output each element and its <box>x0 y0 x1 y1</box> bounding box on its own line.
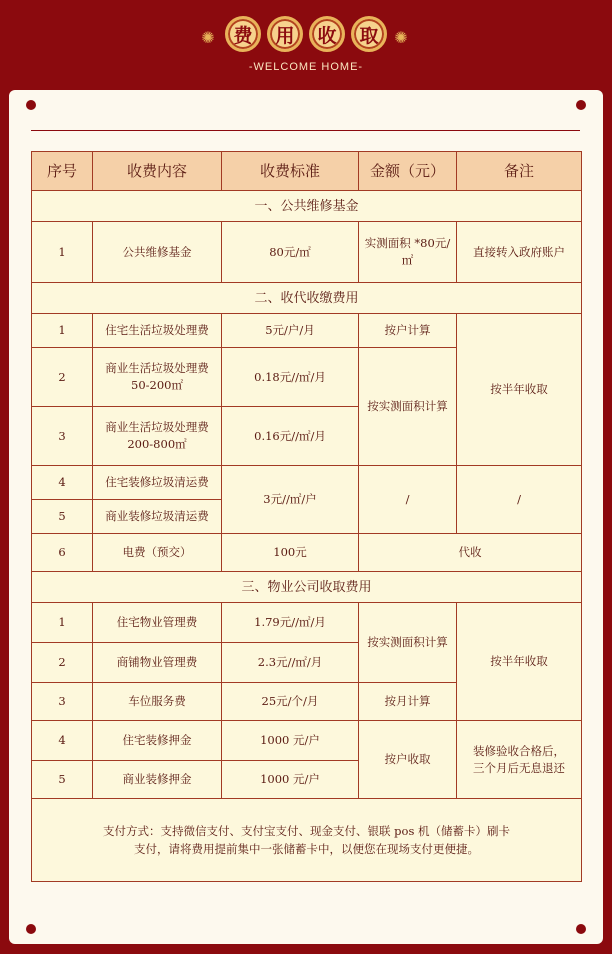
corner-dot <box>576 100 586 110</box>
row-no: 4 <box>32 466 93 500</box>
row-standard: 1000 元/户 <box>222 761 359 799</box>
row-no: 3 <box>32 683 93 721</box>
table-row <box>32 603 582 643</box>
row-no: 2 <box>32 643 93 683</box>
section-title: 三、物业公司收取费用 <box>32 572 582 603</box>
table-row <box>32 466 582 500</box>
table-header-row <box>32 152 582 191</box>
table-row <box>32 222 582 283</box>
row-amount: 按实测面积计算 <box>359 348 457 466</box>
row-note: 按半年收取 <box>457 603 582 721</box>
title-char-badge: 收 <box>309 16 345 52</box>
row-no: 6 <box>32 534 93 572</box>
welcome-subtitle: -WELCOME HOME- <box>248 61 364 73</box>
payment-note-line: 支付方式：支持微信支付、支付宝支付、现金支付、银联 pos 机（储蓄卡）刷卡 <box>103 824 510 838</box>
corner-dot <box>576 924 586 934</box>
table-row <box>32 534 582 572</box>
fee-table <box>31 151 582 882</box>
row-standard: 2.3元//㎡/月 <box>222 643 359 683</box>
row-item: 商铺物业管理费 <box>93 643 222 683</box>
row-no: 5 <box>32 761 93 799</box>
row-standard: 0.16元//㎡/月 <box>222 407 359 466</box>
payment-note-line: 支付，请将费用提前集中一张储蓄卡中，以便您在现场支付更便捷。 <box>134 842 479 856</box>
sparkle-icon: ✺ <box>201 28 215 47</box>
col-header: 金额（元） <box>359 152 457 191</box>
corner-dot <box>26 924 36 934</box>
row-item: 商业装修垃圾清运费 <box>93 500 222 534</box>
row-amount: / <box>359 466 457 534</box>
row-amount: 按实测面积计算 <box>359 603 457 683</box>
row-standard: 1.79元//㎡/月 <box>222 603 359 643</box>
section-title: 一、公共维修基金 <box>32 191 582 222</box>
row-item: 公共维修基金 <box>93 222 222 283</box>
row-no: 3 <box>32 407 93 466</box>
title-char-badge: 取 <box>351 16 387 52</box>
row-amount: 按月计算 <box>359 683 457 721</box>
row-item: 住宅生活垃圾处理费 <box>93 314 222 348</box>
row-standard: 0.18元//㎡/月 <box>222 348 359 407</box>
section-row <box>32 191 582 222</box>
corner-dot <box>26 100 36 110</box>
row-item: 住宅装修押金 <box>93 721 222 761</box>
row-amount: 代收 <box>359 534 582 572</box>
col-header: 序号 <box>32 152 93 191</box>
fee-card <box>9 90 603 944</box>
row-note: / <box>457 466 582 534</box>
row-amount: 按户收取 <box>359 721 457 799</box>
row-standard: 1000 元/户 <box>222 721 359 761</box>
row-standard: 25元/个/月 <box>222 683 359 721</box>
row-no: 2 <box>32 348 93 407</box>
row-item: 住宅物业管理费 <box>93 603 222 643</box>
row-no: 1 <box>32 314 93 348</box>
row-standard: 80元/㎡ <box>222 222 359 283</box>
row-item: 商业生活垃圾处理费 50-200㎡ <box>93 348 222 407</box>
col-header: 收费内容 <box>93 152 222 191</box>
row-standard: 100元 <box>222 534 359 572</box>
row-item: 电费（预交） <box>93 534 222 572</box>
row-standard: 5元/户/月 <box>222 314 359 348</box>
row-amount: 实测面积 *80元/㎡ <box>359 222 457 283</box>
row-no: 1 <box>32 603 93 643</box>
row-item: 车位服务费 <box>93 683 222 721</box>
payment-note-row <box>32 799 582 882</box>
row-no: 4 <box>32 721 93 761</box>
payment-note <box>32 799 582 882</box>
row-item: 商业生活垃圾处理费 200-800㎡ <box>93 407 222 466</box>
divider <box>31 130 580 131</box>
row-no: 5 <box>32 500 93 534</box>
title-badges <box>0 16 612 52</box>
section-title: 二、收代收缴费用 <box>32 283 582 314</box>
row-standard: 3元//㎡/户 <box>222 466 359 534</box>
col-header: 备注 <box>457 152 582 191</box>
row-note: 装修验收合格后，三个月后无息退还 <box>457 721 582 799</box>
col-header: 收费标准 <box>222 152 359 191</box>
row-item: 商业装修押金 <box>93 761 222 799</box>
row-no: 1 <box>32 222 93 283</box>
page-header <box>0 0 612 90</box>
table-row <box>32 314 582 348</box>
row-note: 按半年收取 <box>457 314 582 466</box>
section-row <box>32 283 582 314</box>
table-row <box>32 721 582 761</box>
row-item: 住宅装修垃圾清运费 <box>93 466 222 500</box>
section-row <box>32 572 582 603</box>
title-char-badge: 用 <box>267 16 303 52</box>
sparkle-icon: ✺ <box>394 28 408 47</box>
title-char-badge: 费 <box>225 16 261 52</box>
row-note: 直接转入政府账户 <box>457 222 582 283</box>
row-amount: 按户计算 <box>359 314 457 348</box>
